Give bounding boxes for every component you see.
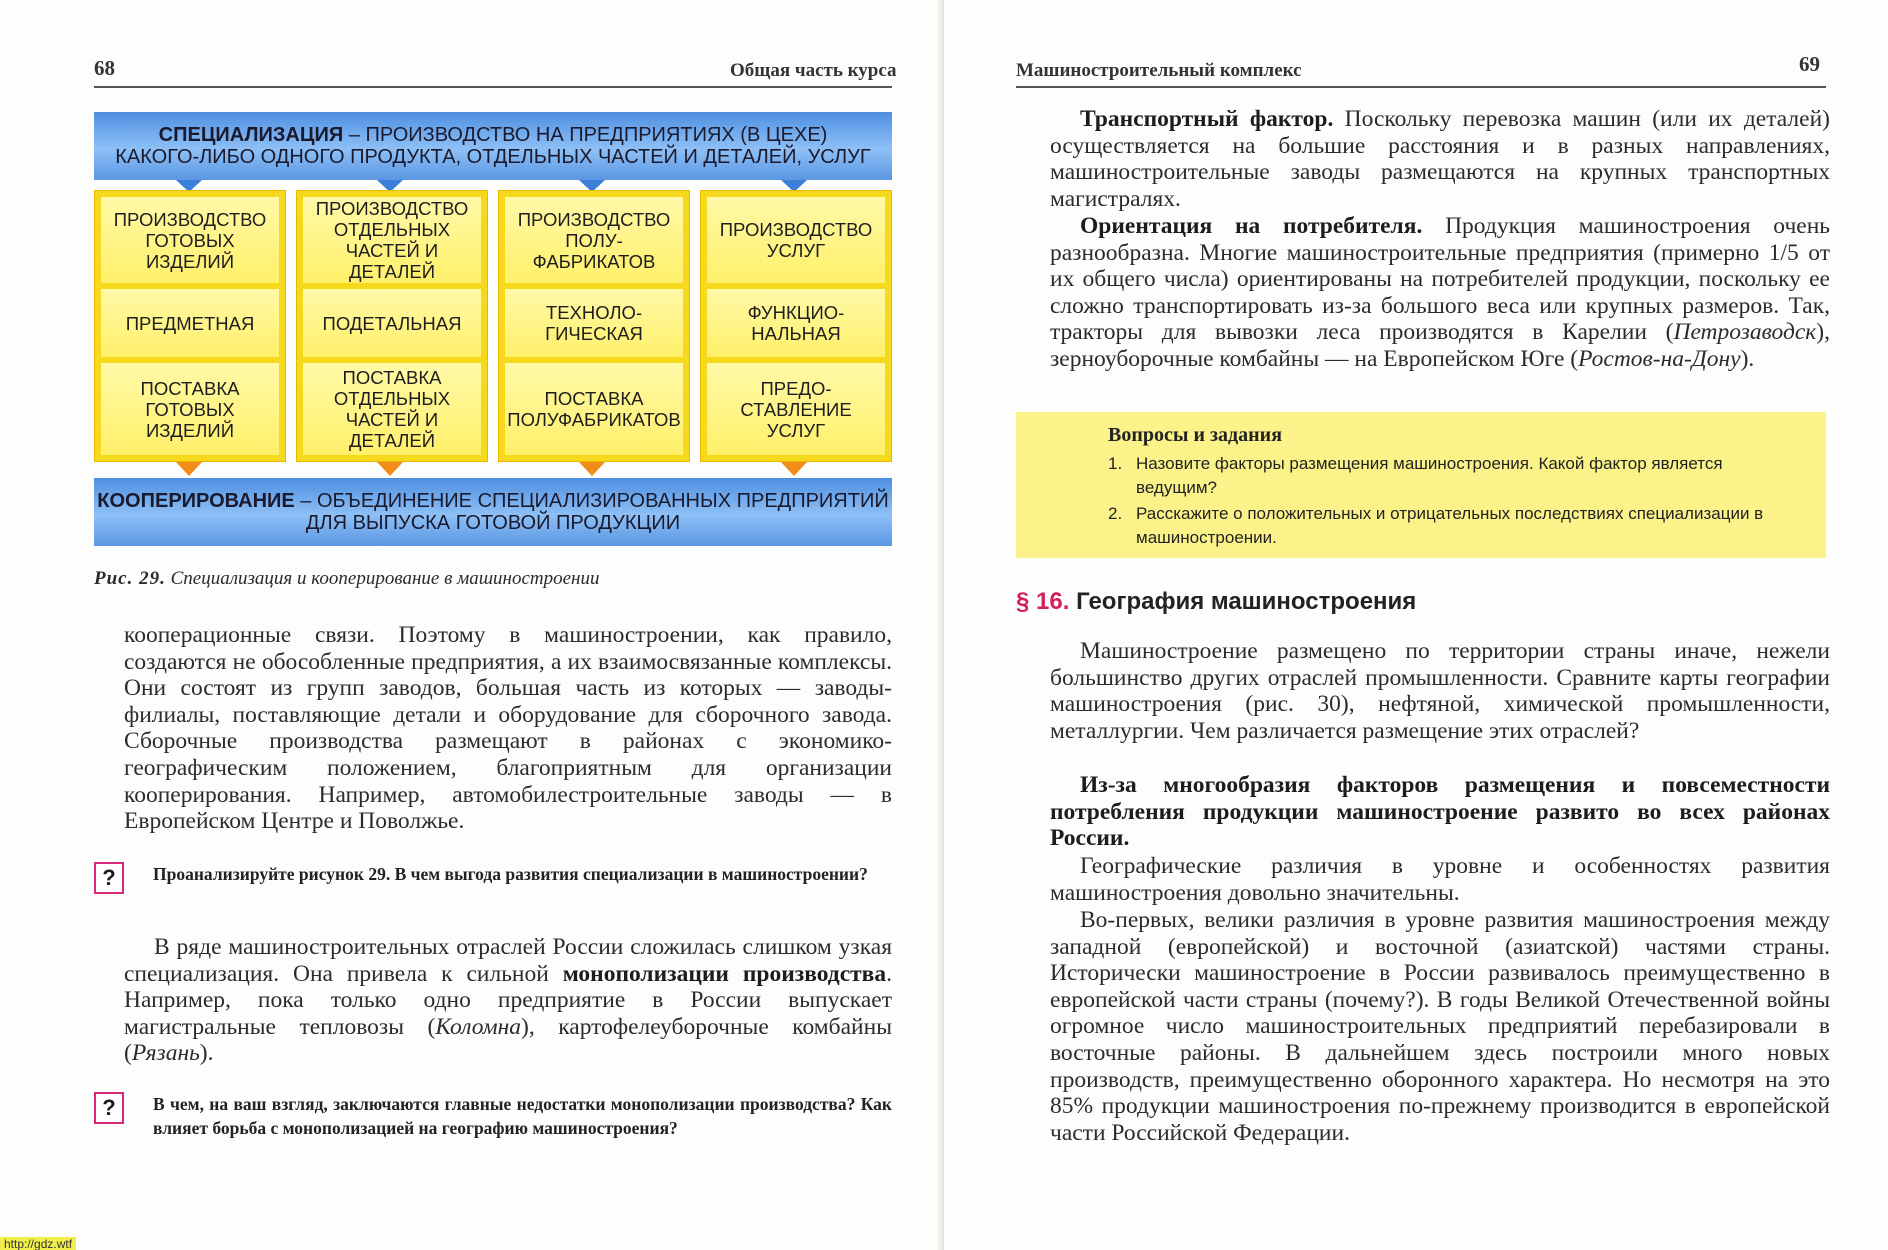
header-rule-left bbox=[94, 86, 892, 88]
specialization-term: СПЕЦИАЛИЗАЦИЯ bbox=[158, 124, 344, 146]
consumer-fraction: 1/5 bbox=[1768, 239, 1799, 266]
paragraph-cooperation: кооперационные связи. Поэтому в машиностроении, как правило, создаются не обособленные предприятия, а их взаимосвязанные комплексы. Они состоят из групп заводов, большая часть из которых — заводы-филиалы, поставляющие детали и оборудование для сборочного завода. Сборочные производства размещают в районах с экономико-географическим положением, благоприятным для организации кооперирования. Например, автомобилестроительные заводы — в Европейском Центре и Поволжье. bbox=[124, 622, 892, 835]
transport-title: Транспортный фактор. bbox=[1080, 106, 1334, 132]
specialization-diagram bbox=[94, 112, 892, 547]
paragraph-consumer bbox=[1050, 213, 1830, 373]
cooperation-def1: – ОБЪЕДИНЕНИЕ СПЕЦИАЛИЗИРОВАННЫХ ПРЕДПРИЯТИЙ bbox=[294, 490, 889, 512]
column-bottom-cell: ПОСТАВКА ПОЛУФАБРИКАТОВ bbox=[505, 363, 683, 455]
questions-box bbox=[1016, 412, 1826, 558]
running-head-right: Машиностроительный комплекс bbox=[1016, 60, 1302, 81]
arrow-icon bbox=[176, 462, 202, 476]
cooperation-line1 bbox=[94, 478, 892, 512]
diagram-column bbox=[700, 190, 892, 462]
consumer-text-c: ), зерноуборочные комбайны — на Европейском Юге ( bbox=[1050, 319, 1830, 372]
paragraph-intro: Машиностроение размещено по территории страны иначе, нежели большинство других отраслей промышленности. Сравните карты географии машиностроения (рис. 30), нефтяной, химической промышленности, металлургии. Чем различается размещение этих отраслей? bbox=[1050, 638, 1830, 744]
right-page bbox=[944, 0, 1888, 1250]
question-item bbox=[1108, 452, 1808, 500]
arrow-icon bbox=[377, 462, 403, 476]
consumer-rostov: Ростов-на-Дону bbox=[1578, 345, 1741, 372]
paragraph-differences: Географические различия в уровне и особенностях развития машиностроения довольно значительны. bbox=[1050, 853, 1830, 906]
section-heading bbox=[1016, 588, 1416, 616]
consumer-title: Ориентация на потребителя. bbox=[1080, 213, 1423, 239]
question-item bbox=[1108, 502, 1808, 550]
mono-kolomna: Коломна bbox=[435, 1013, 522, 1040]
caption-label: Рис. 29. bbox=[94, 568, 166, 589]
mono-text-c: ), картофелеуборочные комбайны ( bbox=[124, 1013, 892, 1067]
diagram-column bbox=[498, 190, 690, 462]
consumer-text-d: ). bbox=[1740, 345, 1755, 372]
caption-text: Специализация и кооперирование в машиностроении bbox=[165, 568, 600, 589]
column-top-cell: ПРОИЗВОДСТВО ПОЛУ- ФАБРИКАТОВ bbox=[505, 197, 683, 283]
column-middle-cell: ТЕХНОЛО- ГИЧЕСКАЯ bbox=[505, 289, 683, 357]
specialization-line1 bbox=[94, 112, 892, 146]
mono-text-a: В ряде машиностроительных отраслей России сложилась слишком узкая специализация. Она привела к сильной bbox=[124, 934, 892, 987]
paragraph-monopolization bbox=[124, 934, 892, 1067]
question-icon: ? bbox=[94, 1092, 124, 1124]
page-number-right: 69 bbox=[1799, 52, 1820, 76]
column-top-cell: ПРОИЗВОДСТВО ГОТОВЫХ ИЗДЕЛИЙ bbox=[101, 197, 279, 283]
question-icon: ? bbox=[94, 862, 124, 894]
paragraph-first-difference: Во-первых, велики различия в уровне развития машиностроения между западной (европейской) и восточной (азиатской) частями страны. Исторически машиностроение в России развивалось преимущественно в европейской части страны (почему?). В годы Великой Отечественной войны огромное число машиностроительных предприятий перебазировали в восточные районы. В дальнейшем здесь построили много новых производств, преимущественно оборонного характера. Но несмотря на это 85% продукции машиностроения по-прежнему производится в европейской части Российской Федерации. bbox=[1050, 907, 1830, 1146]
question-text: Расскажите о положительных и отрицательных последствиях специализации в машиностроении. bbox=[1136, 504, 1764, 547]
specialization-def2: КАКОГО-ЛИБО ОДНОГО ПРОДУКТА, ОТДЕЛЬНЫХ ЧАСТЕЙ И ДЕТАЛЕЙ, УСЛУГ bbox=[115, 146, 871, 168]
column-middle-cell: ФУНКЦИО- НАЛЬНАЯ bbox=[707, 289, 885, 357]
figure-caption bbox=[94, 568, 599, 590]
question-text: Назовите факторы размещения машиностроения. Какой фактор является ведущим? bbox=[1136, 454, 1723, 497]
section-number: § 16. bbox=[1016, 588, 1070, 615]
arrow-icon bbox=[781, 462, 807, 476]
column-bottom-cell: ПРЕДО- СТАВЛЕНИЕ УСЛУГ bbox=[707, 363, 885, 455]
cooperation-band bbox=[94, 478, 892, 546]
mono-ryazan: Рязань bbox=[131, 1040, 200, 1067]
column-top-cell: ПРОИЗВОДСТВО УСЛУГ bbox=[707, 197, 885, 283]
cooperation-def2: ДЛЯ ВЫПУСКА ГОТОВОЙ ПРОДУКЦИИ bbox=[305, 512, 681, 534]
column-bottom-cell: ПОСТАВКА ГОТОВЫХ ИЗДЕЛИЙ bbox=[101, 363, 279, 455]
watermark-link[interactable]: http://gdz.wtf bbox=[0, 1237, 76, 1250]
transport-text: Поскольку перевозка машин (или их деталей) осуществляется на большие расстояния и в разных направлениях, машиностроительные заводы размещаются на крупных транспортных магистралях. bbox=[1050, 106, 1830, 212]
consumer-text-b: от их общего числа) ориентированы на потребителей продукции, поскольку ее сложно транспортировать из-за большого веса или крупных размеров. Так, тракторы для вывозки леса производятся в Карелии ( bbox=[1050, 239, 1830, 346]
cooperation-term: КООПЕРИРОВАНИЕ bbox=[97, 490, 295, 512]
paragraph-bold-conclusion: Из-за многообразия факторов размещения и повсеместности потребления продукции машиностроение развито во всех районах России. bbox=[1050, 772, 1830, 852]
column-middle-cell: ПОДЕТАЛЬНАЯ bbox=[303, 289, 481, 357]
running-head-left: Общая часть курса bbox=[730, 60, 897, 81]
paragraph-transport bbox=[1050, 106, 1830, 212]
consumer-petrozavodsk: Петрозаводск bbox=[1673, 319, 1817, 346]
specialization-def1: – ПРОИЗВОДСТВО НА ПРЕДПРИЯТИЯХ (В ЦЕХЕ) bbox=[343, 124, 828, 146]
question-num: 2. bbox=[1108, 504, 1123, 523]
column-bottom-cell: ПОСТАВКА ОТДЕЛЬНЫХ ЧАСТЕЙ И ДЕТАЛЕЙ bbox=[303, 363, 481, 455]
mono-bold: монополизации производства bbox=[562, 960, 887, 987]
question-monopolization: В чем, на ваш взгляд, заключаются главные недостатки монополизации производства? Как влияет борьба с монополизацией на географию машиностроения? bbox=[153, 1094, 892, 1138]
diagram-column bbox=[94, 190, 286, 462]
mono-text-b: . Например, пока только одно предприятие в России выпускает магистральные тепловозы ( bbox=[124, 960, 892, 1040]
page-number-left: 68 bbox=[94, 56, 115, 80]
question-analyze: Проанализируйте рисунок 29. В чем выгода развития специализации в машиностроении? bbox=[153, 864, 868, 884]
diagram-column bbox=[296, 190, 488, 462]
specialization-band bbox=[94, 112, 892, 180]
mono-text-d: ). bbox=[199, 1040, 214, 1067]
column-top-cell: ПРОИЗВОДСТВО ОТДЕЛЬНЫХ ЧАСТЕЙ И ДЕТАЛЕЙ bbox=[303, 197, 481, 283]
arrow-icon bbox=[579, 462, 605, 476]
consumer-text-a: Продукция машиностроения очень разнообразна. Многие машиностроительные предприятия (примерно bbox=[1050, 213, 1830, 266]
questions-title: Вопросы и задания bbox=[1108, 424, 1283, 446]
section-title: География машиностроения bbox=[1076, 588, 1417, 615]
header-rule-right bbox=[1016, 86, 1826, 88]
column-middle-cell: ПРЕДМЕТНАЯ bbox=[101, 289, 279, 357]
question-num: 1. bbox=[1108, 454, 1123, 473]
